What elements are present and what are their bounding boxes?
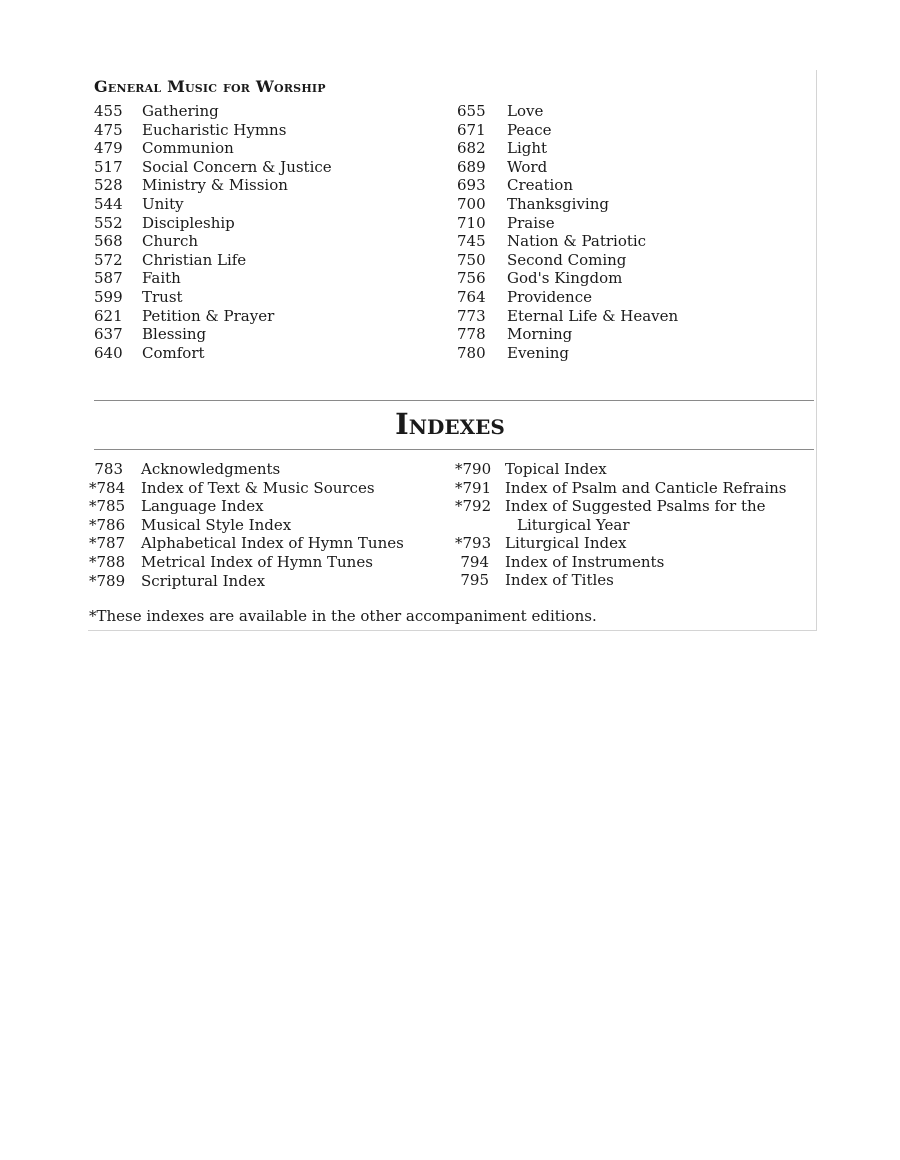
entry-label xyxy=(141,460,280,479)
entry-number: 572 xyxy=(94,250,123,269)
entry-label-text: Evening xyxy=(507,343,570,362)
section-title-general-music: General Music for Worship xyxy=(94,77,326,96)
entry-label-text: Trust xyxy=(142,287,183,306)
entry-label-text: Christian Life xyxy=(142,250,247,269)
entry-label-text: Comfort xyxy=(142,343,205,362)
entry-label-text: Social Concern & Justice xyxy=(142,157,332,176)
entry-label xyxy=(141,497,264,516)
entry-label xyxy=(142,344,205,363)
entry-label-text: Word xyxy=(507,157,548,176)
entry-label-text: Love xyxy=(507,102,544,120)
index-entry xyxy=(89,479,429,498)
entry-label xyxy=(507,158,547,177)
entry-label-text: Index of Suggested Psalms for the xyxy=(505,497,766,516)
entry-label-text: Creation xyxy=(507,176,573,195)
entry-number: 682 xyxy=(457,139,486,158)
entry-number: 544 xyxy=(94,194,123,213)
entry-number: 528 xyxy=(94,176,123,195)
entry-label-text: Alphabetical Index of Hymn Tunes xyxy=(141,534,404,553)
entry-number: 745 xyxy=(457,232,486,251)
entry-label xyxy=(142,214,235,233)
entry-label-text: Light xyxy=(507,139,548,158)
entry-label xyxy=(141,572,265,591)
index-entry xyxy=(455,497,800,534)
entry-number: 671 xyxy=(457,120,486,139)
index-entry xyxy=(457,158,797,177)
top-rule xyxy=(94,400,814,401)
index-entry xyxy=(457,139,797,158)
entry-label xyxy=(142,307,274,326)
index-entry xyxy=(457,251,797,270)
index-entry xyxy=(89,460,429,479)
entry-label xyxy=(142,102,219,121)
index-entry xyxy=(455,479,800,498)
entry-label-text: Petition & Prayer xyxy=(142,306,275,325)
entry-label xyxy=(142,158,332,177)
entry-label xyxy=(142,176,288,195)
entry-number: *792 xyxy=(455,497,492,516)
entry-label xyxy=(507,139,547,158)
entry-label-text: Index of Instruments xyxy=(505,552,665,571)
entry-number: *790 xyxy=(455,460,492,478)
entry-label-text: Liturgical Index xyxy=(505,534,627,553)
entry-label-text: Discipleship xyxy=(142,213,235,232)
entry-label-text: Unity xyxy=(142,194,184,213)
index-entry xyxy=(457,232,797,251)
index-entry xyxy=(89,553,429,572)
index-entry xyxy=(94,139,424,158)
entry-label-text: Blessing xyxy=(142,325,207,344)
entry-label xyxy=(507,288,592,307)
entry-label xyxy=(507,344,569,363)
entry-number: 640 xyxy=(94,343,123,362)
index-entry xyxy=(94,344,424,363)
entry-label xyxy=(142,251,246,270)
entry-number: 621 xyxy=(94,306,123,325)
entry-label xyxy=(507,102,543,121)
general-music-left-column xyxy=(94,102,424,362)
entry-label xyxy=(507,121,552,140)
entry-number: *788 xyxy=(89,552,126,571)
indexes-footnote: *These indexes are available in the other accompaniment editions. xyxy=(89,607,597,625)
entry-number: *793 xyxy=(455,534,492,553)
entry-label xyxy=(507,307,678,326)
entry-label xyxy=(505,553,664,572)
entry-label xyxy=(142,288,183,307)
entry-label-text: Metrical Index of Hymn Tunes xyxy=(141,552,373,571)
index-entry xyxy=(457,344,797,363)
entry-number: 552 xyxy=(94,213,123,232)
entry-number: 689 xyxy=(457,157,486,176)
indexes-left-column xyxy=(89,460,429,590)
index-entry xyxy=(457,195,797,214)
index-entry xyxy=(457,269,797,288)
entry-number: 783 xyxy=(94,460,123,478)
entry-label xyxy=(142,121,286,140)
entry-label-text: Gathering xyxy=(142,102,219,120)
entry-label-text: Language Index xyxy=(141,497,264,516)
entry-label xyxy=(141,534,404,553)
index-entry xyxy=(94,288,424,307)
entry-number: 568 xyxy=(94,232,123,251)
entry-number: *787 xyxy=(89,534,126,553)
entry-label xyxy=(507,269,622,288)
entry-label-text: Acknowledgments xyxy=(141,460,281,478)
entry-number: *791 xyxy=(455,478,492,497)
bottom-rule xyxy=(94,449,814,450)
entry-label xyxy=(141,479,375,498)
entry-label-text: Nation & Patriotic xyxy=(507,232,647,251)
entry-label-text: Faith xyxy=(142,269,181,288)
index-entry xyxy=(89,497,429,516)
entry-label-text: Eucharistic Hymns xyxy=(142,120,287,139)
entry-label xyxy=(142,232,198,251)
general-music-right-column xyxy=(457,102,797,362)
entry-label xyxy=(141,553,373,572)
index-entry xyxy=(457,288,797,307)
index-entry xyxy=(94,269,424,288)
index-entry xyxy=(94,121,424,140)
indexes-right-column xyxy=(455,460,800,590)
index-entry xyxy=(455,534,800,553)
entry-label-text: Communion xyxy=(142,139,234,158)
entry-label-text: Ministry & Mission xyxy=(142,176,288,195)
entry-label-text: Topical Index xyxy=(505,460,607,478)
entry-label-text: Musical Style Index xyxy=(141,515,292,534)
entry-number: 700 xyxy=(457,194,486,213)
entry-label xyxy=(507,176,573,195)
entry-number: 794 xyxy=(460,552,489,571)
entry-number: 455 xyxy=(94,102,123,120)
index-entry xyxy=(455,571,800,590)
index-entry xyxy=(94,214,424,233)
entry-label xyxy=(507,214,555,233)
entry-number: 778 xyxy=(457,325,486,344)
index-entry xyxy=(94,325,424,344)
indexes-heading: Indexes xyxy=(395,407,505,441)
entry-number: 587 xyxy=(94,269,123,288)
entry-number: 655 xyxy=(457,102,486,120)
entry-label-text: Index of Text & Music Sources xyxy=(141,478,375,497)
index-entry xyxy=(457,307,797,326)
entry-label-text: Providence xyxy=(507,287,592,306)
entry-label xyxy=(507,251,626,270)
index-entry xyxy=(94,251,424,270)
entry-label xyxy=(142,325,206,344)
index-entry xyxy=(457,102,797,121)
entry-label-text: God's Kingdom xyxy=(507,269,623,288)
entry-label-text: Index of Titles xyxy=(505,571,614,590)
entry-label xyxy=(507,232,646,251)
index-entry xyxy=(94,176,424,195)
entry-number: *784 xyxy=(89,478,126,497)
entry-label xyxy=(507,325,572,344)
entry-label xyxy=(505,534,626,553)
index-entry xyxy=(457,214,797,233)
entry-label-text: Scriptural Index xyxy=(141,571,266,590)
entry-number: 599 xyxy=(94,287,123,306)
entry-number: 637 xyxy=(94,325,123,344)
entry-number: *785 xyxy=(89,497,126,516)
index-entry xyxy=(457,176,797,195)
entry-label-text: Peace xyxy=(507,120,552,139)
entry-label xyxy=(505,497,766,534)
entry-number: 693 xyxy=(457,176,486,195)
entry-label xyxy=(507,195,609,214)
index-entry xyxy=(94,158,424,177)
entry-label-text: Church xyxy=(142,232,199,251)
index-entry xyxy=(457,121,797,140)
entry-label-text: Second Coming xyxy=(507,250,627,269)
entry-number: *789 xyxy=(89,571,126,590)
entry-number: 475 xyxy=(94,120,123,139)
index-entry xyxy=(89,516,429,535)
index-entry xyxy=(94,307,424,326)
entry-label xyxy=(142,195,184,214)
index-entry xyxy=(457,325,797,344)
entry-number: 795 xyxy=(460,571,489,590)
entry-number: 756 xyxy=(457,269,486,288)
entry-number: 479 xyxy=(94,139,123,158)
entry-label-text: Thanksgiving xyxy=(507,194,609,213)
entry-label-continuation: Liturgical Year xyxy=(517,515,630,534)
entry-label xyxy=(505,460,607,479)
index-entry xyxy=(455,460,800,479)
entry-label xyxy=(141,516,291,535)
index-entry xyxy=(455,553,800,572)
entry-number: *786 xyxy=(89,515,126,534)
entry-label-text: Eternal Life & Heaven xyxy=(507,306,679,325)
index-entry xyxy=(94,232,424,251)
entry-number: 710 xyxy=(457,213,486,232)
entry-label xyxy=(505,479,786,498)
entry-label xyxy=(505,571,614,590)
entry-label xyxy=(142,139,234,158)
entry-number: 764 xyxy=(457,287,486,306)
index-entry xyxy=(89,534,429,553)
entry-label-text: Morning xyxy=(507,325,573,344)
entry-number: 517 xyxy=(94,157,123,176)
entry-label-text: Index of Psalm and Canticle Refrains xyxy=(505,478,787,497)
index-entry xyxy=(89,572,429,591)
entry-label-text: Praise xyxy=(507,213,555,232)
entry-number: 773 xyxy=(457,306,486,325)
entry-number: 750 xyxy=(457,250,486,269)
entry-number: 780 xyxy=(457,343,486,362)
index-entry xyxy=(94,102,424,121)
entry-label xyxy=(142,269,181,288)
index-entry xyxy=(94,195,424,214)
